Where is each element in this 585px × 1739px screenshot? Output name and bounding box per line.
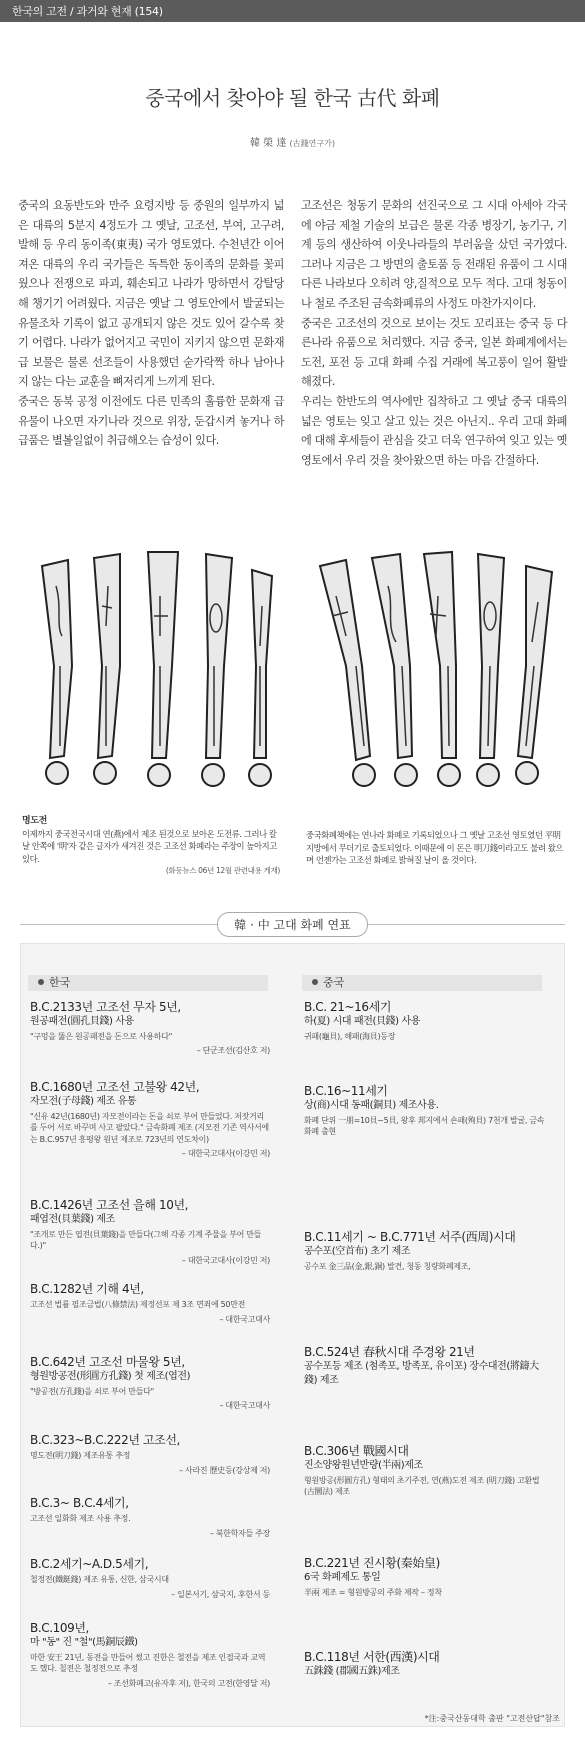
- column-header-label: 한국: [49, 976, 71, 989]
- bullet-icon: [312, 979, 318, 985]
- timeline-entry-china: [304, 1444, 548, 1498]
- entry-description: 마한 安王 21년, 동전을 만들어 썼고 진한은 철전을 제조 인접국과 교역도 했다. 칠전은 철정전으로 추정: [30, 1652, 266, 1673]
- entry-title: B.C.1426년 고조선 을해 10년,: [30, 1198, 189, 1212]
- timeline-entry-korea: [30, 1355, 270, 1412]
- caption-right: [306, 829, 568, 867]
- byline: [0, 134, 585, 149]
- article-column-left: [18, 196, 284, 451]
- article-column-right: [301, 196, 567, 470]
- entry-description: 형원방공(形圓方孔) 형태의 초기주전, 연(燕)도전 제조 (明刀錢) 고환법(古圜法) 제조: [304, 1475, 540, 1496]
- timeline-entry-korea: [30, 1282, 270, 1325]
- entry-source: – 북한학자들 주장: [209, 1528, 270, 1538]
- article-title: 중국에서 찾아야 될 한국 古代 화폐: [145, 86, 440, 110]
- entry-description: 귀패(龜貝), 해패(海貝)등장: [304, 1031, 396, 1041]
- entry-title: B.C.1282년 기해 4년,: [30, 1282, 144, 1296]
- entry-subtitle: 형원방공전(形圓方孔錢) 첫 제조(엽전): [30, 1371, 191, 1382]
- entry-description: 半兩 제조 = 형원방공의 주화 제작 – 정착: [304, 1587, 442, 1597]
- entry-description: "조개로 만든 엽전(貝葉錢)을 만들다(그해 각종 기계 주물을 부어 만들다.)": [30, 1229, 262, 1250]
- entry-description: 철정전(鐵鋌錢) 제조 유통, 신한, 삼국시대: [30, 1575, 169, 1584]
- entry-description: "구멍을 뚫은 원공패전을 돈으로 사용하다": [30, 1031, 173, 1041]
- entry-description: 고조선 법률 필조금법(八條禁法) 제정선포 제 3조 면죄에 50만전: [30, 1300, 246, 1309]
- entry-title: B.C.16~11세기: [304, 1084, 388, 1098]
- table-footnote: *注:중국산동대학 출판 "고전산답"참조: [424, 1714, 560, 1723]
- entry-title: B.C.11세기 ~ B.C.771년 서주(西周)시대: [304, 1230, 516, 1244]
- timeline-heading: [0, 912, 585, 937]
- entry-source: – 단군조선(김산호 저): [196, 1046, 270, 1055]
- timeline-heading-label: 韓 · 中 고대 화폐 연표: [217, 912, 367, 937]
- timeline-entry-korea: [30, 1496, 270, 1539]
- entry-source: – 일본서기, 삼국지, 후한서 등: [171, 1589, 270, 1599]
- breadcrumb: 한국의 고전 / 과거와 현재 (154): [12, 5, 163, 18]
- entry-description: 공수포 金三品(金,銀,銅) 발견, 청동 칭량화폐제조,: [304, 1261, 471, 1271]
- timeline-entry-china: [304, 1345, 548, 1387]
- knife-coin-illustration-right: [306, 536, 566, 836]
- entry-title: B.C.323~B.C.222년 고조선,: [30, 1433, 180, 1447]
- entry-source: – 대한국고대사(이강민 저): [181, 1149, 270, 1158]
- entry-subtitle: 6국 화폐제도 통일: [304, 1572, 381, 1583]
- timeline-entry-korea: [30, 1433, 270, 1476]
- author-name: 韓 榮 達: [250, 138, 287, 149]
- entry-subtitle: 패엽전(貝葉錢) 제조: [30, 1214, 115, 1225]
- section-header-bar: [0, 0, 585, 22]
- entry-source: – 조선화폐고(유자후 저), 한국의 고전(한영달 저): [107, 1678, 270, 1688]
- timeline-entry-china: [304, 1000, 548, 1042]
- entry-title: B.C.3~ B.C.4세기,: [30, 1496, 129, 1510]
- timeline-entry-korea: [30, 1080, 270, 1160]
- author-affiliation: (古錢연구가): [289, 139, 335, 148]
- timeline-entry-korea: [30, 1557, 270, 1600]
- caption-title: 명도전: [22, 816, 47, 826]
- caption-source: (화동뉴스 06년 12월 관련내용 게재): [165, 866, 280, 876]
- entry-subtitle: 원공패전(圓孔貝錢) 사용: [30, 1016, 134, 1027]
- column-header-label: 중국: [323, 976, 345, 989]
- knife-coins-drawing: [306, 536, 566, 836]
- entry-title: B.C. 21~16세기: [304, 1000, 392, 1014]
- entry-description: 명도전(明刀錢) 제조유통 추정: [30, 1451, 131, 1460]
- entry-title: B.C.2세기~A.D.5세기,: [30, 1557, 149, 1571]
- entry-subtitle: 공수포(空首布) 초기 제조: [304, 1246, 411, 1257]
- entry-subtitle: 五銖錢 (郡國五銖)제조: [304, 1666, 400, 1677]
- entry-subtitle: 자모전(子母錢) 제조 유통: [30, 1096, 137, 1107]
- entry-description: "신유 42년(1680년) 자모전이라는 돈을 쇠로 부어 만들었다. 저잣거리를 두어 서로 바꾸며 사고 팔았다." 금속화폐 제조 (지모전 기존 역사서에는 B.C.957년 흥평왕 원년 제조로 723년의 연도차이): [30, 1111, 269, 1144]
- entry-title: B.C.109년,: [30, 1621, 89, 1635]
- column-header-china: [302, 975, 542, 991]
- timeline-entry-china: [304, 1084, 548, 1138]
- paragraph: 중국은 고조선의 것으로 보이는 것도 꼬리표는 중국 등 다른나라 유품으로 처리했다. 지금 중국, 일본 화폐계에서는 도전, 포전 등 고대 화폐 수집 거래에 복고풍이 일어 활발해졌다.: [301, 316, 567, 389]
- entry-title: B.C.642년 고조선 마물왕 5년,: [30, 1355, 185, 1369]
- entry-source: – 대한국고대사: [219, 1401, 270, 1410]
- timeline-entry-china: [304, 1650, 548, 1679]
- paragraph: 우리는 한반도의 역사에만 집착하고 그 옛날 중국 대륙의 넓은 영토는 잊고 살고 있는 것은 아닌지.. 우리 고대 화폐에 대해 후세들이 관심을 갖고 더욱 연구하여 잊고 있는 옛 영토에서 우리 것을 찾아왔으면 하는 마음 간절하다.: [301, 394, 567, 467]
- timeline-entry-korea: [30, 1198, 270, 1266]
- entry-title: B.C.118년 서한(西漢)시대: [304, 1650, 440, 1664]
- bullet-icon: [38, 979, 44, 985]
- timeline-entry-korea: [30, 1000, 270, 1057]
- entry-source: – 대한국고대사(이강민 저): [181, 1255, 270, 1265]
- caption-text: 중국화폐책에는 연나라 화폐로 기록되었으나 그 옛날 고조선 영토였던 平明지방에서 무더기로 출토되었다. 이때문에 이 돈은 明刀錢이라고도 불려 왔으며 언젠가는 고조선 화폐로 밝혀질 날이 올 것이다.: [306, 830, 564, 866]
- timeline-entry-korea: [30, 1621, 270, 1689]
- entry-source: – 사라진 歷史등(강상제 저): [179, 1465, 270, 1475]
- column-header-korea: [28, 975, 268, 991]
- entry-subtitle: 공수포등 제조 (첨족포, 방족포, 유이포) 장수대전(將鑄大錢) 제조: [304, 1361, 539, 1386]
- entry-description: "방공전(方孔錢)을 쇠로 부어 만들다": [30, 1386, 154, 1396]
- timeline-entry-china: [304, 1556, 548, 1598]
- entry-description: 화폐 단위 一朋=10貝~5貝, 왕후 邦지에서 숀패(殉貝) 7천개 발굴, 금속 화폐 출현: [304, 1115, 545, 1136]
- entry-subtitle: 진소양왕원년반량(半兩)제조: [304, 1460, 423, 1471]
- caption-text: 이제까지 중국전국시대 연(燕)에서 제조 된것으로 보아온 도전류. 그러나 칼날 안쪽에 '明'자 같은 글자가 새겨진 것은 고조선 화폐라는 주장이 높아지고 있다.: [22, 828, 277, 864]
- entry-title: B.C.2133년 고조선 무자 5년,: [30, 1000, 181, 1014]
- entry-title: B.C.221년 진시황(秦始皇): [304, 1556, 440, 1570]
- entry-source: – 대한국고대사: [219, 1314, 270, 1324]
- entry-subtitle: 하(夏) 시대 패전(貝錢) 사용: [304, 1016, 420, 1027]
- paragraph: 중국의 요동반도와 만주 요령지방 등 중원의 일부까지 넓은 대륙의 5분지 4정도가 그 옛날, 고조선, 부여, 고구려, 발해 등 우리 동이족(東夷) 국가 영토였다. 수천년간 이어져온 대륙의 우리 국가들은 독특한 동이족의 문화를 꽃피웠으나 전쟁으로 파괴, 훼손되고 나라가 망하면서 강탈당해 챙기기 어려웠다. 지금은 옛날 그 영토안에서 발굴되는 유물조차 기록이 없고 공개되지 않은 것도 있어 갈수록 찾기 어렵다. 나라가 없어지고 국민이 지키지 않으면 문화재급 보물은 물론 선조들이 사용했던 숟가락짝 하나 남아나지 않는 다는 교훈을 뼈저리게 느끼게 된다.: [18, 199, 284, 389]
- timeline-table: [20, 943, 565, 1727]
- knife-coins-drawing: [20, 536, 280, 836]
- knife-coin-illustration-left: [20, 536, 280, 836]
- entry-title: B.C.524년 春秋시대 주경왕 21년: [304, 1345, 475, 1359]
- caption-left: [22, 815, 280, 878]
- timeline-entry-china: [304, 1230, 548, 1272]
- paragraph: 고조선은 청동기 문화의 선진국으로 그 시대 아세아 각국에 야금 제철 기술의 보급은 물론 각종 병장기, 농기구, 기계 등의 생산하여 이웃나라들의 부러움을 샀던 국가였다. 그러나 지금은 그 방면의 출토품 등 전래된 유품이 그 시대 다른 나라보다 오히려 양,질적으로 모두 적다. 고대 청동이나 철로 주조된 금속화폐류의 사정도 마찬가지이다.: [301, 199, 567, 310]
- entry-description: 고조선 일화화 제조 사용 추정.: [30, 1514, 131, 1523]
- entry-title: B.C.306년 戰國시대: [304, 1444, 409, 1458]
- paragraph: 중국은 동북 공정 이전에도 다른 민족의 훌륭한 문화재 급유물이 나오면 자기나라 것으로 위장, 둔갑시켜 놓거나 하급품은 별볼일없이 취급해오는 습성이 있다.: [18, 394, 284, 448]
- entry-title: B.C.1680년 고조선 고불왕 42년,: [30, 1080, 200, 1094]
- entry-subtitle: 마 "동" 진 "철"(馬銅辰鐵): [30, 1637, 138, 1648]
- entry-subtitle: 상(商)시대 동패(銅貝) 제조사용.: [304, 1100, 439, 1111]
